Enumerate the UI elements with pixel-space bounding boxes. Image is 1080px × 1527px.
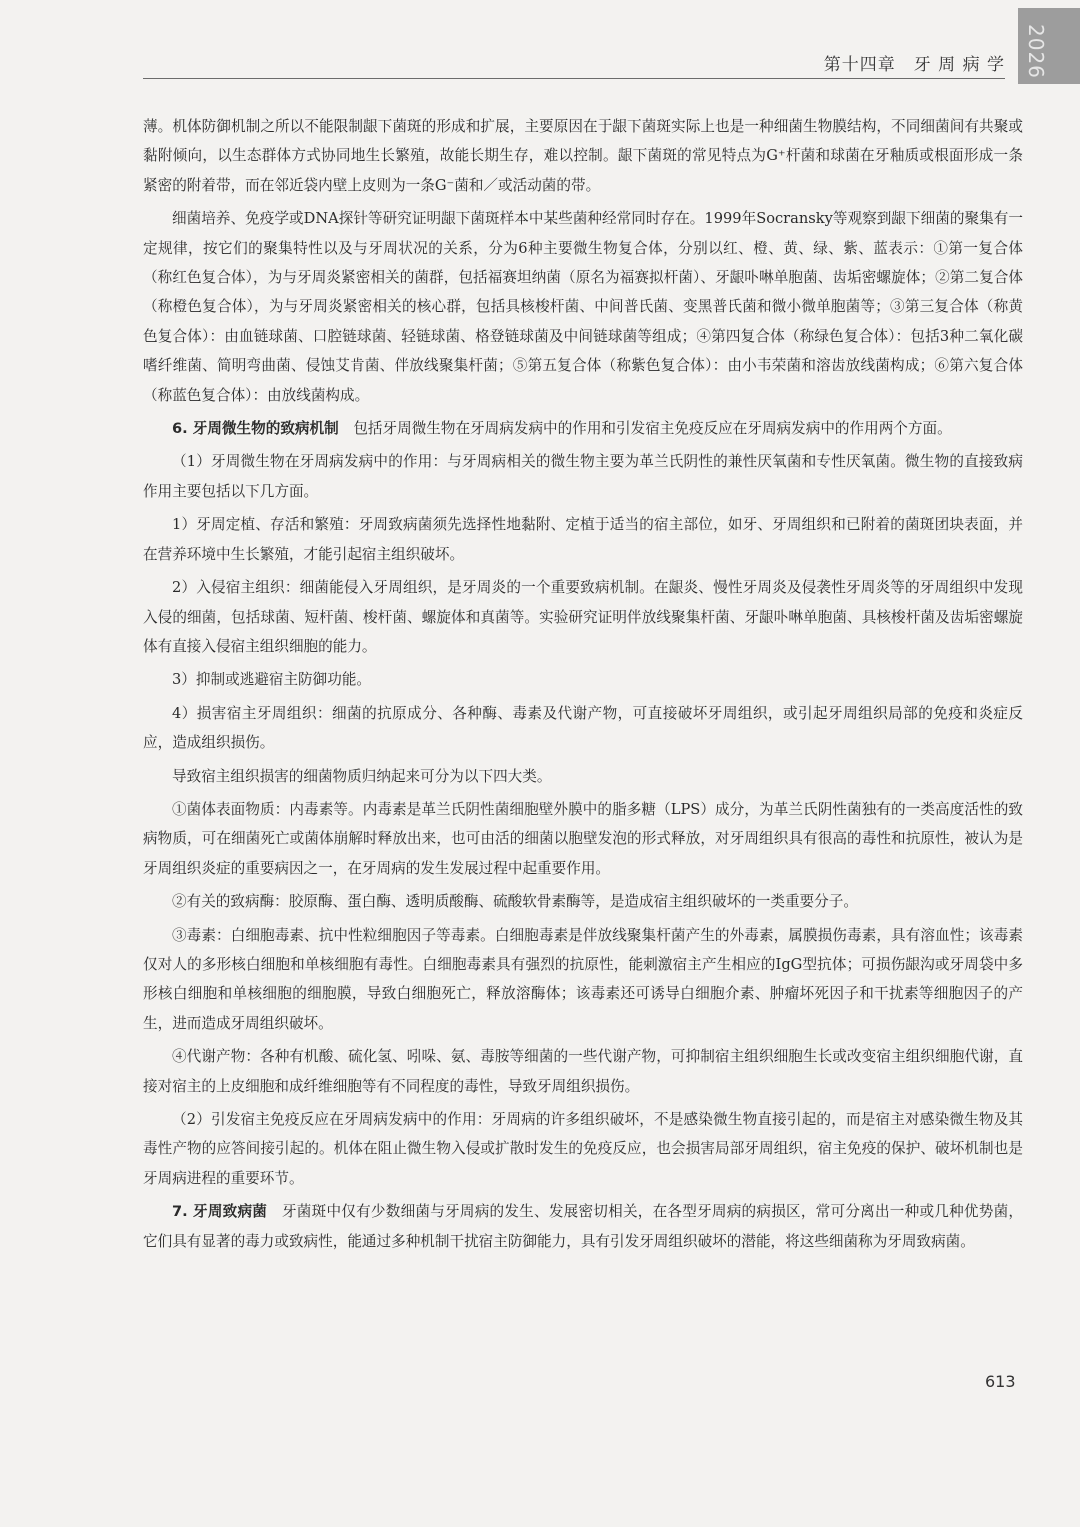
body-text <box>143 112 1023 1260</box>
paragraph-12: ③毒素：白细胞毒素、抗中性粒细胞因子等毒素。白细胞毒素是伴放线聚集杆菌产生的外毒素，属膜损伤毒素，具有溶血性；该毒素仅对人的多形核白细胞和单核细胞有毒性。白细胞毒素具有强烈的抗原性，能刺激宿主产生相应的IgG型抗体；可损伤龈沟或牙周袋中多形核白细胞和单核细胞的细胞膜，导致白细胞死亡，释放溶酶体；该毒素还可诱导白细胞介素、肿瘤坏死因子和干扰素等细胞因子的产生，进而造成牙周组织破坏。 <box>143 926 1023 1032</box>
paragraph-10: ①菌体表面物质：内毒素等。内毒素是革兰氏阴性菌细胞壁外膜中的脂多糖（LPS）成分，为革兰氏阴性菌独有的一类高度活性的致病物质，可在细菌死亡或菌体崩解时释放出来，也可由活的细菌以胞壁发泡的形式释放，对牙周组织具有很高的毒性和抗原性，被认为是牙周组织炎症的重要病因之一，在牙周病的发生发展过程中起重要作用。 <box>143 800 1023 877</box>
section-7-text: 牙菌斑中仅有少数细菌与牙周病的发生、发展密切相关，在各型牙周病的病损区，常可分离出一种或几种优势菌，它们具有显著的毒力或致病性，能通过多种机制干扰宿主防御能力，具有引发牙周组织破坏的潜能，将这些细菌称为牙周致病菌。 <box>143 1203 1023 1250</box>
paragraph-11: ②有关的致病酶：胶原酶、蛋白酶、透明质酸酶、硫酸软骨素酶等，是造成宿主组织破坏的一类重要分子。 <box>172 893 858 911</box>
page-number: 613 <box>985 1372 1016 1391</box>
running-header <box>143 48 1005 79</box>
section-6-heading: 6. 牙周微生物的致病机制 <box>172 420 339 438</box>
paragraph-section-7 <box>143 1197 1023 1256</box>
paragraph-9: 导致宿主组织损害的细菌物质归纳起来可分为以下四大类。 <box>172 767 552 785</box>
section-7-heading: 7. 牙周致病菌 <box>172 1203 268 1221</box>
paragraph-1: 薄。机体防御机制之所以不能限制龈下菌斑的形成和扩展，主要原因在于龈下菌斑实际上也是一种细菌生物膜结构，不同细菌间有共聚或黏附倾向，以生态群体方式协同地生长繁殖，故能长期生存，难以控制。龈下菌斑的常见特点为G⁺杆菌和球菌在牙釉质或根面形成一条紧密的附着带，而在邻近袋内壁上皮则为一条G⁻菌和／或活动菌的带。 <box>143 118 1023 194</box>
paragraph-14: （2）引发宿主免疫反应在牙周病发病中的作用：牙周病的许多组织破坏，不是感染微生物直接引起的，而是宿主对感染微生物及其毒性产物的应答间接引起的。机体在阻止微生物入侵或扩散时发生的免疫反应，也会损害局部牙周组织，宿主免疫的保护、破坏机制也是牙周病进程的重要环节。 <box>143 1111 1023 1187</box>
paragraph-section-6 <box>143 414 1023 443</box>
paragraph-7: 3）抑制或逃避宿主防御功能。 <box>172 671 372 689</box>
edge-tab-label: 2026 <box>1024 24 1048 79</box>
chapter-title: 第十四章 牙 周 病 学 <box>823 55 1005 75</box>
paragraph-4: （1）牙周微生物在牙周病发病中的作用：与牙周病相关的微生物主要为革兰氏阴性的兼性厌氧菌和专性厌氧菌。微生物的直接致病作用主要包括以下几方面。 <box>143 453 1023 500</box>
paragraph-13: ④代谢产物：各种有机酸、硫化氢、吲哚、氨、毒胺等细菌的一些代谢产物，可抑制宿主组织细胞生长或改变宿主组织细胞代谢，直接对宿主的上皮细胞和成纤维细胞等有不同程度的毒性，导致牙周组织损伤。 <box>143 1048 1023 1095</box>
paragraph-8: 4）损害宿主牙周组织：细菌的抗原成分、各种酶、毒素及代谢产物，可直接破坏牙周组织，或引起牙周组织局部的免疫和炎症反应，造成组织损伤。 <box>143 704 1023 752</box>
paragraph-6: 2）入侵宿主组织：细菌能侵入牙周组织，是牙周炎的一个重要致病机制。在龈炎、慢性牙周炎及侵袭性牙周炎等的牙周组织中发现入侵的细菌，包括球菌、短杆菌、梭杆菌、螺旋体和真菌等。实验研究证明伴放线聚集杆菌、牙龈卟啉单胞菌、具核梭杆菌及齿垢密螺旋体有直接入侵宿主组织细胞的能力。 <box>143 579 1023 655</box>
paragraph-5: 1）牙周定植、存活和繁殖：牙周致病菌须先选择性地黏附、定植于适当的宿主部位，如牙、牙周组织和已附着的菌斑团块表面，并在营养环境中生长繁殖，才能引起宿主组织破坏。 <box>143 516 1023 563</box>
paragraph-2: 细菌培养、免疫学或DNA探针等研究证明龈下菌斑样本中某些菌种经常同时存在。1999年Socransky等观察到龈下细菌的聚集有一定规律，按它们的聚集特性以及与牙周状况的关系，分为6种主要微生物复合体，分别以红、橙、黄、绿、紫、蓝表示：①第一复合体（称红色复合体），为与牙周炎紧密相关的菌群，包括福赛坦纳菌（原名为福赛拟杆菌）、牙龈卟啉单胞菌、齿垢密螺旋体；②第二复合体（称橙色复合体），为与牙周炎紧密相关的核心群，包括具核梭杆菌、中间普氏菌、变黑普氏菌和微小微单胞菌等；③第三复合体（称黄色复合体）：由血链球菌、口腔链球菌、轻链球菌、格登链球菌及中间链球菌等组成；④第四复合体（称绿色复合体）：包括3种二氧化碳嗜纤维菌、简明弯曲菌、侵蚀艾肯菌、伴放线聚集杆菌；⑤第五复合体（称紫色复合体）：由小韦荣菌和溶齿放线菌构成；⑥第六复合体（称蓝色复合体）：由放线菌构成。 <box>143 210 1023 404</box>
section-6-text: 包括牙周微生物在牙周病发病中的作用和引发宿主免疫反应在牙周病发病中的作用两个方面。 <box>338 420 952 438</box>
